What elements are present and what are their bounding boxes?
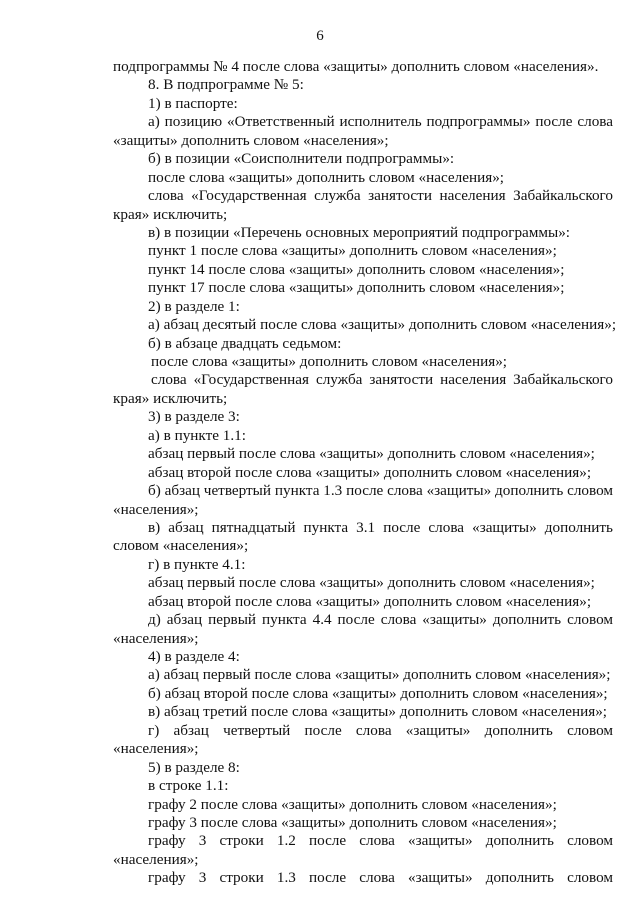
text-line: б) абзац второй после слова «защиты» дополнить словом «населения»; — [148, 684, 608, 702]
text-line: г) в пункте 4.1: — [148, 555, 246, 573]
text-line: в) абзац третий после слова «защиты» дополнить словом «населения»; — [148, 703, 608, 721]
text-line: «населения»; — [113, 740, 199, 758]
text-line: края» исключить; — [113, 389, 228, 407]
text-line: «населения»; — [113, 629, 199, 647]
text-line: «защиты» дополнить словом «населения»; — [113, 131, 389, 149]
text-line: а) абзац первый после слова «защиты» дополнить словом «населения»; — [148, 666, 611, 684]
page-number: 6 — [316, 28, 324, 44]
text-line: пункт 1 после слова «защиты» дополнить словом «населения»; — [148, 242, 557, 260]
text-line: графу 3 после слова «защиты» дополнить словом «населения»; — [148, 813, 557, 831]
text-line: б) абзац четвертый пункта 1.3 после слова «защиты» дополнить словом — [148, 482, 613, 500]
text-line: б) в позиции «Соисполнители подпрограммы»: — [148, 150, 455, 168]
text-line: графу 2 после слова «защиты» дополнить словом «населения»; — [148, 795, 557, 813]
text-line: абзац второй после слова «защиты» дополнить словом «населения»; — [148, 592, 592, 610]
text-line: г) абзац четвертый после слова «защиты» дополнить словом — [148, 721, 613, 739]
text-line: слова «Государственная служба занятости населения Забайкальского — [151, 371, 613, 389]
text-line: а) позицию «Ответственный исполнитель подпрограммы» после слова — [148, 113, 613, 131]
text-line: графу 3 строки 1.3 после слова «защиты» дополнить словом — [148, 869, 613, 887]
text-line: абзац второй после слова «защиты» дополнить словом «населения»; — [148, 463, 592, 481]
text-line: после слова «защиты» дополнить словом «населения»; — [151, 353, 508, 370]
text-line: абзац первый после слова «защиты» дополнить словом «населения»; — [148, 574, 595, 592]
text-line: в) в позиции «Перечень основных мероприятий подпрограммы»: — [148, 223, 571, 241]
text-line: 1) в паспорте: — [148, 94, 238, 112]
text-line: пункт 17 после слова «защиты» дополнить словом «населения»; — [148, 279, 565, 297]
section-heading: 8. В подпрограмме № 5: — [148, 76, 304, 94]
text-line: б) в абзаце двадцать седьмом: — [148, 334, 342, 352]
text-line: пункт 14 после слова «защиты» дополнить словом «населения»; — [148, 260, 565, 278]
text-line: а) в пункте 1.1: — [148, 426, 246, 444]
text-line: а) абзац десятый после слова «защиты» дополнить словом «населения»; — [148, 316, 617, 334]
text-line: края» исключить; — [113, 205, 228, 223]
text-line: абзац первый после слова «защиты» дополнить словом «населения»; — [148, 445, 595, 463]
text-line: «населения»; — [113, 850, 199, 868]
text-line: словом «населения»; — [113, 537, 249, 555]
text-line: «населения»; — [113, 500, 199, 518]
text-line: 5) в разделе 8: — [148, 758, 240, 776]
text-line: д) абзац первый пункта 4.4 после слова «защиты» дополнить словом — [148, 611, 613, 629]
text-line: подпрограммы № 4 после слова «защиты» дополнить словом «населения». — [113, 58, 599, 75]
text-line: в строке 1.1: — [148, 777, 229, 795]
text-line: 4) в разделе 4: — [148, 648, 240, 665]
text-line: после слова «защиты» дополнить словом «населения»; — [148, 168, 505, 186]
document-body — [113, 58, 617, 888]
text-line: в) абзац пятнадцатый пункта 3.1 после слова «защиты» дополнить — [148, 518, 613, 536]
text-line: 3) в разделе 3: — [148, 408, 240, 426]
text-line: 2) в разделе 1: — [148, 297, 240, 315]
text-line: слова «Государственная служба занятости населения Забайкальского — [148, 187, 613, 205]
text-line: графу 3 строки 1.2 после слова «защиты» дополнить словом — [148, 832, 613, 850]
